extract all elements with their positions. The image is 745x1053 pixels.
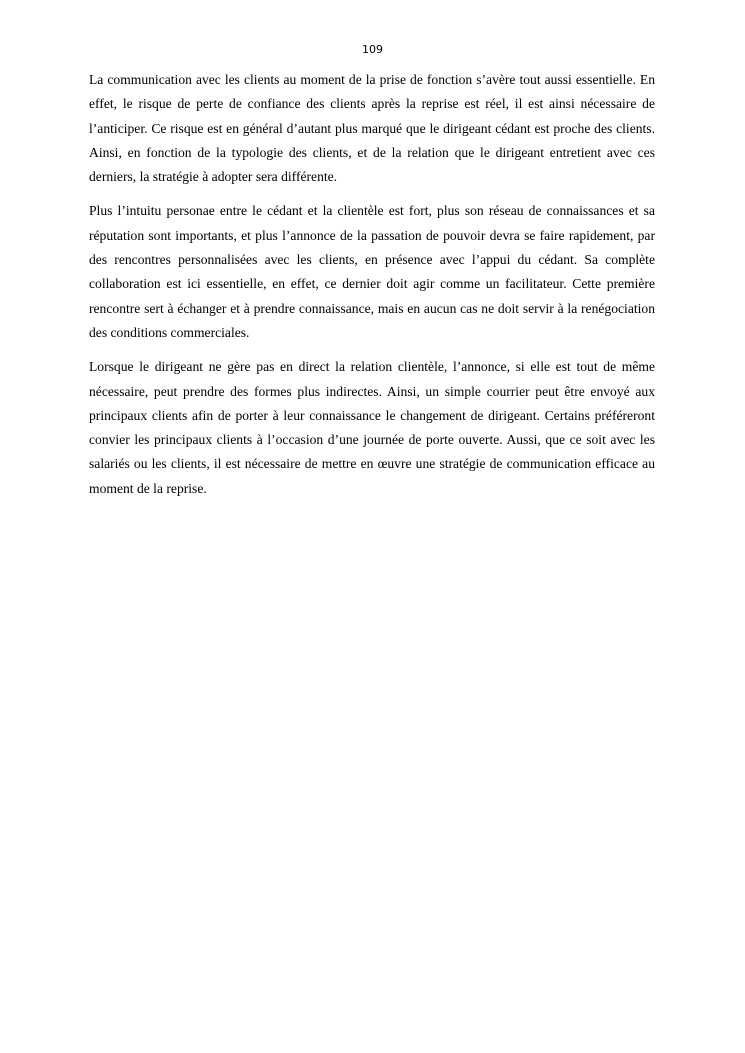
- paragraph: Lorsque le dirigeant ne gère pas en direct la relation clientèle, l’annonce, si elle est tout de même nécessaire, peut prendre des formes plus indirectes. Ainsi, un simple courrier peut être envoyé aux principaux clients afin de porter à leur connaissance le changement de dirigeant. Certains préféreront convier les principaux clients à l’occasion d’une journée de porte ouverte. Aussi, que ce soit avec les salariés ou les clients, il est nécessaire de mettre en œuvre une stratégie de communication efficace au moment de la reprise.: [89, 359, 655, 496]
- paragraph: Plus l’intuitu personae entre le cédant et la clientèle est fort, plus son réseau de connaissances et sa réputation sont importants, et plus l’annonce de la passation de pouvoir devra se faire rapidement, par des rencontres personnalisées avec les clients, en présence avec l’appui du cédant. Sa complète collaboration est ici essentielle, en effet, ce dernier doit agir comme un facilitateur. Cette première rencontre sert à échanger et à prendre connaissance, mais en aucun cas ne doit servir à la renégociation des conditions commerciales.: [89, 203, 655, 340]
- paragraph: La communication avec les clients au moment de la prise de fonction s’avère tout aussi essentielle. En effet, le risque de perte de confiance des clients après la reprise est réel, il est ainsi nécessaire de l’anticiper. Ce risque est en général d’autant plus marqué que le dirigeant cédant est proche des clients. Ainsi, en fonction de la typologie des clients, et de la relation que le dirigeant entretient avec ces derniers, la stratégie à adopter sera différente.: [89, 72, 655, 185]
- page-number: 109: [362, 43, 383, 56]
- body-text: [89, 68, 655, 511]
